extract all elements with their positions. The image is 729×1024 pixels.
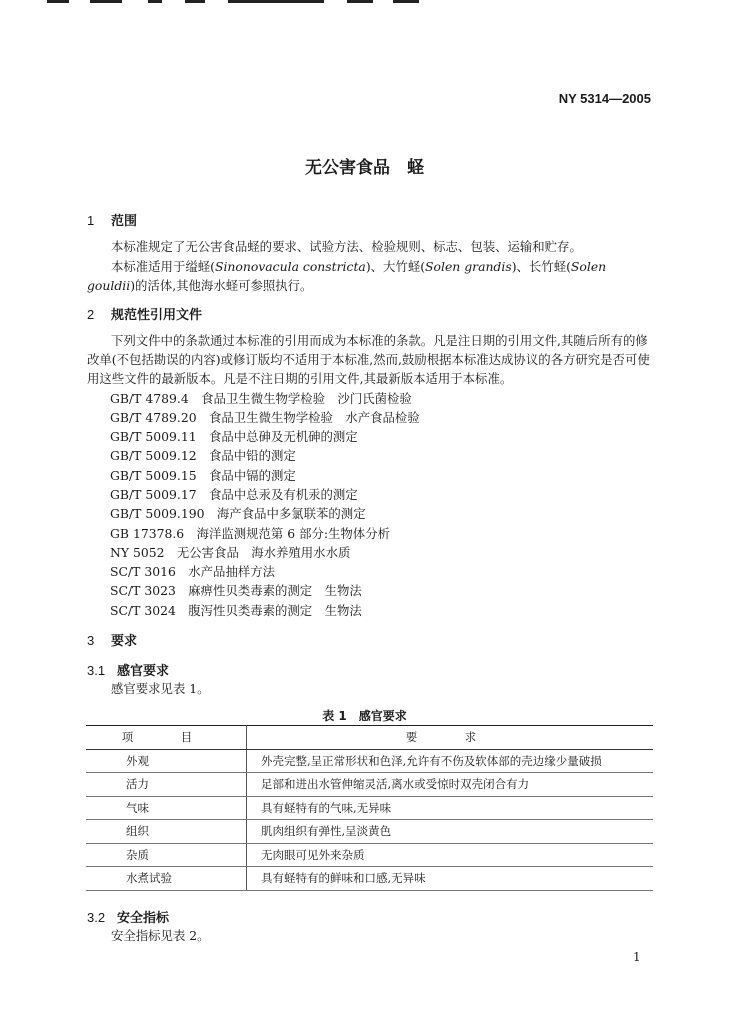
- column-header-requirement: 要 求: [247, 726, 654, 750]
- sensory-reference-text: 感官要求见表 1。: [111, 681, 210, 696]
- references-intro: 下列文件中的条款通过本标准的引用而成为本标准的条款。凡是注日期的引用文件,其随后所有的修改单(不包括勘误的内容)或修订版均不适用于本标准,然而,鼓励根据本标准达成协议的各方研究是否可使用这些文件的最新版本。凡是不注日期的引用文件,其最新版本适用于本标准。: [87, 333, 650, 386]
- section-title: 范围: [111, 214, 138, 229]
- section-number: 3: [87, 633, 95, 648]
- item-cell: 外观: [86, 749, 247, 773]
- page-number: 1: [633, 950, 641, 964]
- reference-item: SC/T 3024 腹泻性贝类毒素的测定 生物法: [110, 603, 362, 618]
- reference-item: GB/T 5009.190 海产食品中多氯联苯的测定: [110, 506, 366, 521]
- latin-name: Solen gouldii: [87, 259, 607, 293]
- section-3-1-heading: [87, 660, 169, 679]
- reference-item: GB 17378.6 海洋监测规范第 6 部分:生物体分析: [110, 526, 390, 541]
- latin-name: Sinonovacula constricta: [214, 259, 366, 274]
- reference-item: SC/T 3023 麻痹性贝类毒素的测定 生物法: [110, 583, 362, 598]
- column-header-item: 项 目: [86, 726, 247, 750]
- reference-item: GB/T 5009.17 食品中总汞及有机汞的测定: [110, 487, 358, 502]
- text-span: )、长竹蛏(: [511, 259, 571, 274]
- scope-paragraph-2: [87, 257, 653, 295]
- reference-item: NY 5052 无公害食品 海水养殖用水水质: [110, 545, 351, 560]
- table-row: [86, 843, 653, 867]
- reference-item: SC/T 3016 水产品抽样方法: [110, 564, 276, 579]
- table-row: [86, 820, 653, 844]
- table-row: [86, 867, 653, 891]
- document-number: NY 5314—2005: [558, 91, 651, 106]
- item-cell: 活力: [86, 773, 247, 797]
- section-number: 3.2: [87, 910, 106, 925]
- text-span: )、大竹蛏(: [365, 259, 426, 274]
- table-header-row: [86, 726, 653, 750]
- reference-item: GB/T 5009.11 食品中总砷及无机砷的测定: [110, 429, 358, 444]
- section-number: 2: [87, 307, 95, 322]
- requirement-cell: 外壳完整,呈正常形状和色泽,允许有不伤及软体部的壳边缘少量破损: [247, 749, 654, 773]
- requirement-cell: 具有蛏特有的鲜味和口感,无异味: [247, 867, 654, 891]
- table-1-caption: 表 1 感官要求: [322, 709, 407, 723]
- requirement-cell: 肌肉组织有弹性,呈淡黄色: [247, 820, 654, 844]
- reference-item: GB/T 4789.4 食品卫生微生物学检验 沙门氏菌检验: [110, 391, 412, 406]
- item-cell: 水煮试验: [86, 867, 247, 891]
- table-row: [86, 749, 653, 773]
- requirement-cell: 足部和进出水管伸缩灵活,离水或受惊时双壳闭合有力: [247, 773, 654, 797]
- text-span: )的活体,其他海水蛏可参照执行。: [130, 278, 313, 293]
- section-title: 要求: [111, 634, 138, 649]
- table-row: [86, 773, 653, 797]
- section-2-heading: [87, 304, 202, 323]
- section-number: 3.1: [87, 663, 106, 678]
- scope-paragraph-1: 本标准规定了无公害食品蛏的要求、试验方法、检验规则、标志、包装、运输和贮存。: [111, 239, 582, 254]
- reference-item: GB/T 5009.15 食品中镉的测定: [110, 468, 296, 483]
- item-cell: 组织: [86, 820, 247, 844]
- section-title: 感官要求: [117, 664, 170, 679]
- sensory-requirements-table: [86, 725, 653, 891]
- requirement-cell: 无肉眼可见外来杂质: [247, 843, 654, 867]
- text-span: 本标准适用于缢蛏(: [111, 259, 215, 274]
- item-cell: 气味: [86, 796, 247, 820]
- reference-item: GB/T 5009.12 食品中铅的测定: [110, 448, 296, 463]
- top-edge-marks: [0, 0, 729, 4]
- section-number: 1: [87, 213, 95, 228]
- safety-reference-text: 安全指标见表 2。: [111, 928, 210, 943]
- section-1-heading: [87, 210, 137, 229]
- item-cell: 杂质: [86, 843, 247, 867]
- latin-name: Solen grandis: [425, 259, 512, 274]
- table-row: [86, 796, 653, 820]
- section-3-heading: [87, 630, 137, 649]
- page-title: 无公害食品 蛏: [305, 158, 424, 178]
- section-3-2-heading: [87, 907, 169, 926]
- requirement-cell: 具有蛏特有的气味,无异味: [247, 796, 654, 820]
- section-title: 安全指标: [117, 911, 170, 926]
- section-title: 规范性引用文件: [111, 308, 203, 323]
- reference-item: GB/T 4789.20 食品卫生微生物学检验 水产食品检验: [110, 410, 420, 425]
